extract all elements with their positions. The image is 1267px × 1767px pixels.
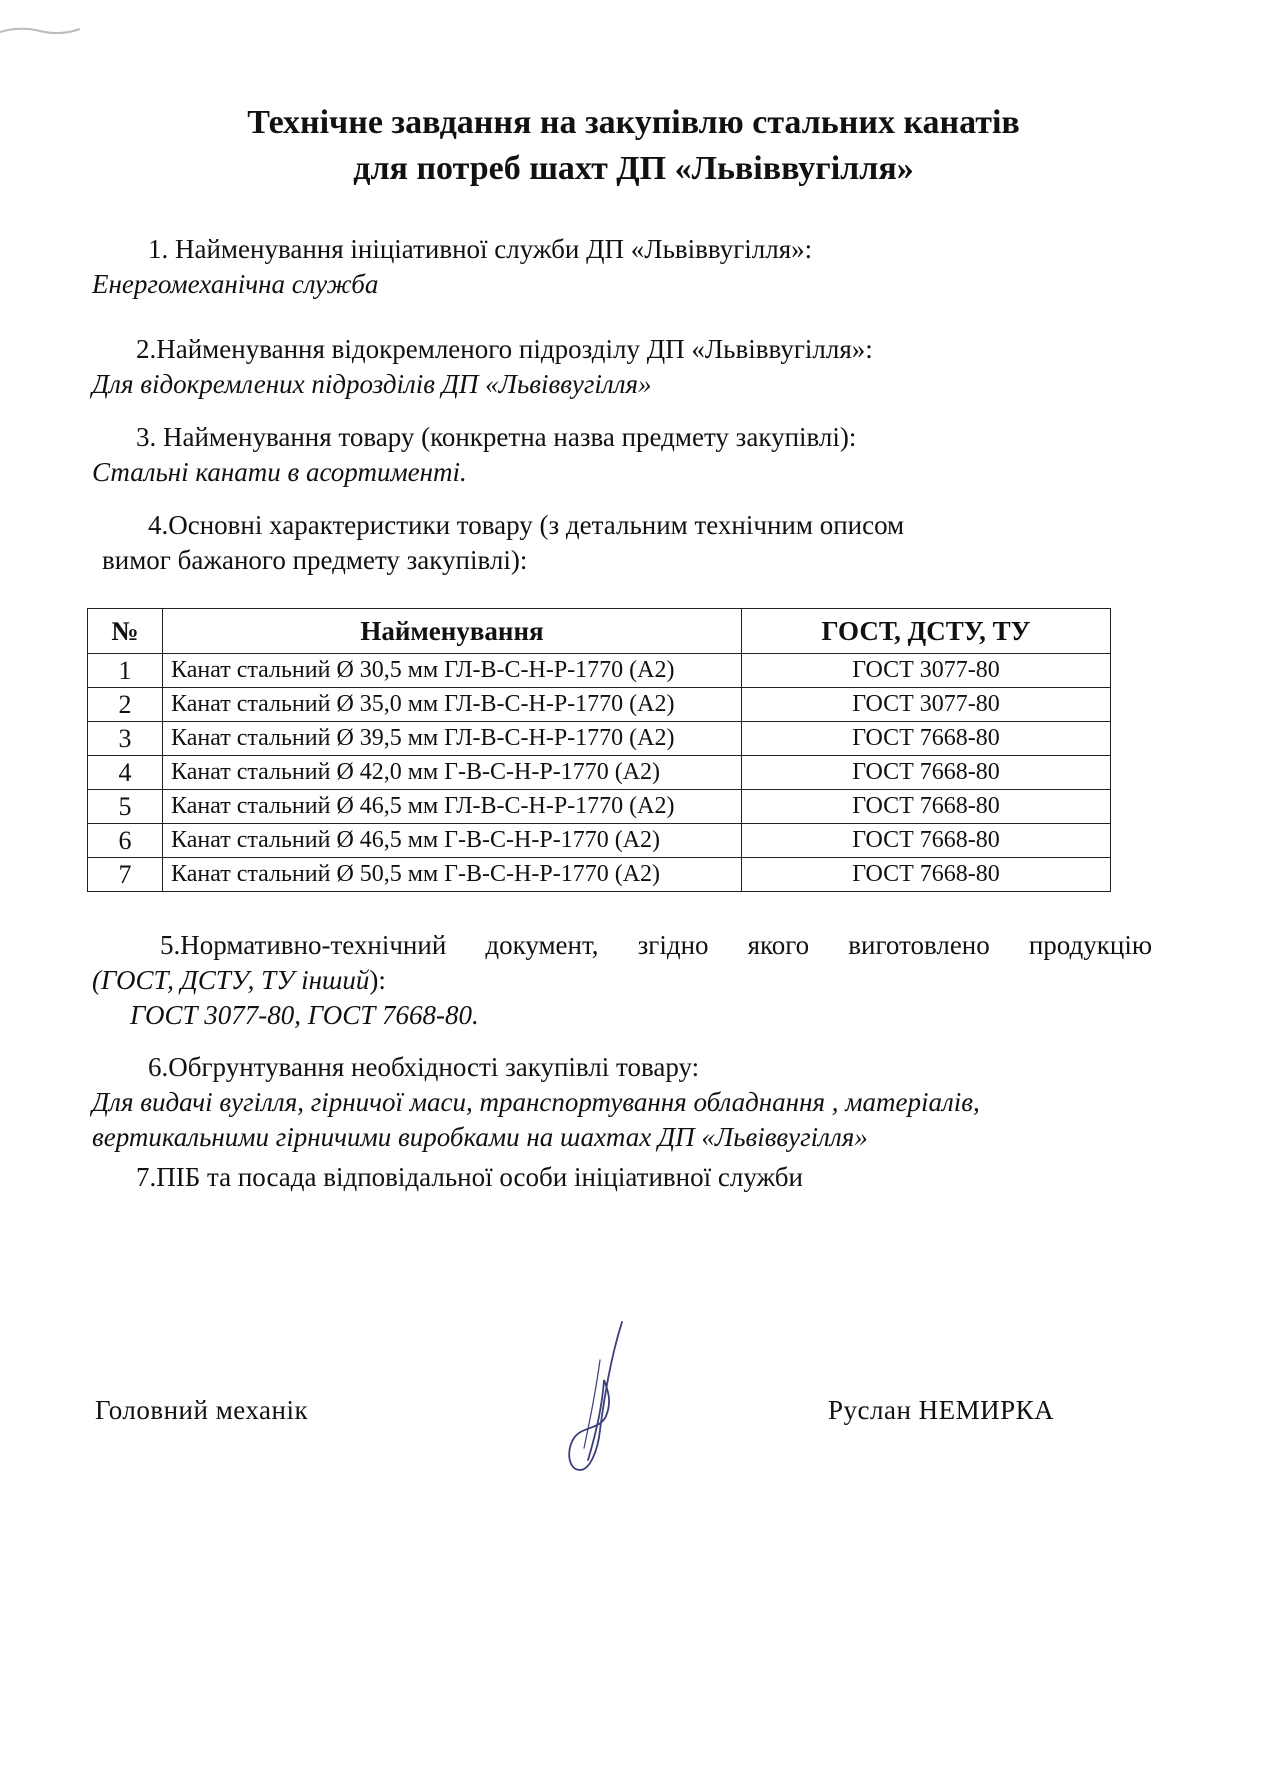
row-standard: ГОСТ 7668-80	[742, 722, 1111, 756]
header-name: Найменування	[163, 609, 742, 654]
table-row	[88, 722, 1111, 756]
section-5-word: документ,	[485, 930, 599, 960]
section-5-line-2	[92, 963, 386, 997]
section-5-word: виготовлено	[848, 930, 990, 960]
row-name: Канат стальний Ø 46,5 мм Г-В-С-Н-Р-1770 (А2)	[163, 824, 742, 858]
section-1-value: Енергомеханічна служба	[92, 269, 379, 299]
row-name: Канат стальний Ø 30,5 мм ГЛ-В-С-Н-Р-1770 (А2)	[163, 654, 742, 688]
table-row	[88, 790, 1111, 824]
section-3-heading: 3. Найменування товару (конкретна назва предмету закупівлі):	[136, 422, 857, 452]
handwritten-signature	[560, 1320, 630, 1480]
row-number: 6	[88, 824, 163, 858]
header-number: №	[88, 609, 163, 654]
row-name: Канат стальний Ø 35,0 мм ГЛ-В-С-Н-Р-1770 (А2)	[163, 688, 742, 722]
rope-spec-table	[87, 608, 1111, 892]
section-6-heading: 6.Обгрунтування необхідності закупівлі товару:	[148, 1052, 700, 1082]
row-standard: ГОСТ 7668-80	[742, 824, 1111, 858]
row-standard: ГОСТ 7668-80	[742, 790, 1111, 824]
row-name: Канат стальний Ø 46,5 мм ГЛ-В-С-Н-Р-1770 (А2)	[163, 790, 742, 824]
signatory-name: Руслан НЕМИРКА	[828, 1395, 1055, 1425]
row-name: Канат стальний Ø 50,5 мм Г-В-С-Н-Р-1770 (А2)	[163, 858, 742, 892]
section-5-heading	[160, 928, 1152, 962]
section-5-word: згідно	[637, 930, 709, 960]
row-standard: ГОСТ 3077-80	[742, 688, 1111, 722]
section-7-heading: 7.ПІБ та посада відповідальної особи ініціативної служби	[136, 1162, 803, 1192]
table-row	[88, 824, 1111, 858]
table-row	[88, 654, 1111, 688]
section-5-standards-end: ):	[369, 965, 386, 995]
table-header-row	[88, 609, 1111, 654]
table-row	[88, 858, 1111, 892]
title-line-1: Технічне завдання на закупівлю стальних канатів	[247, 104, 1020, 141]
section-3-value: Стальні канати в асортименті.	[92, 457, 467, 487]
table-row	[88, 688, 1111, 722]
row-standard: ГОСТ 7668-80	[742, 756, 1111, 790]
section-6-value-line-2: вертикальними гірничими виробками на шахтах ДП «Львіввугілля»	[92, 1122, 868, 1152]
row-standard: ГОСТ 7668-80	[742, 858, 1111, 892]
section-5-word: продукцію	[1028, 930, 1152, 960]
section-4-heading-line-2: вимог бажаного предмету закупівлі):	[102, 545, 528, 575]
section-5-value: ГОСТ 3077-80, ГОСТ 7668-80.	[130, 1000, 479, 1030]
section-2-value: Для відокремлених підрозділів ДП «Львіввугілля»	[92, 369, 652, 399]
section-2-heading: 2.Найменування відокремленого підрозділу ДП «Львіввугілля»:	[136, 334, 873, 364]
table-row	[88, 756, 1111, 790]
row-name: Канат стальний Ø 39,5 мм ГЛ-В-С-Н-Р-1770 (А2)	[163, 722, 742, 756]
row-standard: ГОСТ 3077-80	[742, 654, 1111, 688]
row-number: 1	[88, 654, 163, 688]
scan-artifact	[0, 20, 110, 40]
section-5-standards-italic: (ГОСТ, ДСТУ, ТУ інший	[92, 965, 370, 995]
section-5-word: 5.Нормативно-технічний	[160, 930, 447, 960]
section-1-heading: 1. Найменування ініціативної служби ДП «Львіввугілля»:	[148, 234, 813, 264]
section-4-heading-line-1: 4.Основні характеристики товару (з детальним технічним описом	[148, 510, 905, 540]
header-standard: ГОСТ, ДСТУ, ТУ	[742, 609, 1111, 654]
row-number: 4	[88, 756, 163, 790]
row-number: 7	[88, 858, 163, 892]
row-name: Канат стальний Ø 42,0 мм Г-В-С-Н-Р-1770 (А2)	[163, 756, 742, 790]
section-5-word: якого	[747, 930, 810, 960]
row-number: 3	[88, 722, 163, 756]
section-6-value-line-1: Для видачі вугілля, гірничої маси, транспортування обладнання , матеріалів,	[92, 1087, 980, 1117]
title-line-2: для потреб шахт ДП «Львіввугілля»	[353, 150, 914, 187]
signatory-position: Головний механік	[95, 1395, 309, 1425]
row-number: 2	[88, 688, 163, 722]
document-title	[0, 100, 1267, 192]
row-number: 5	[88, 790, 163, 824]
